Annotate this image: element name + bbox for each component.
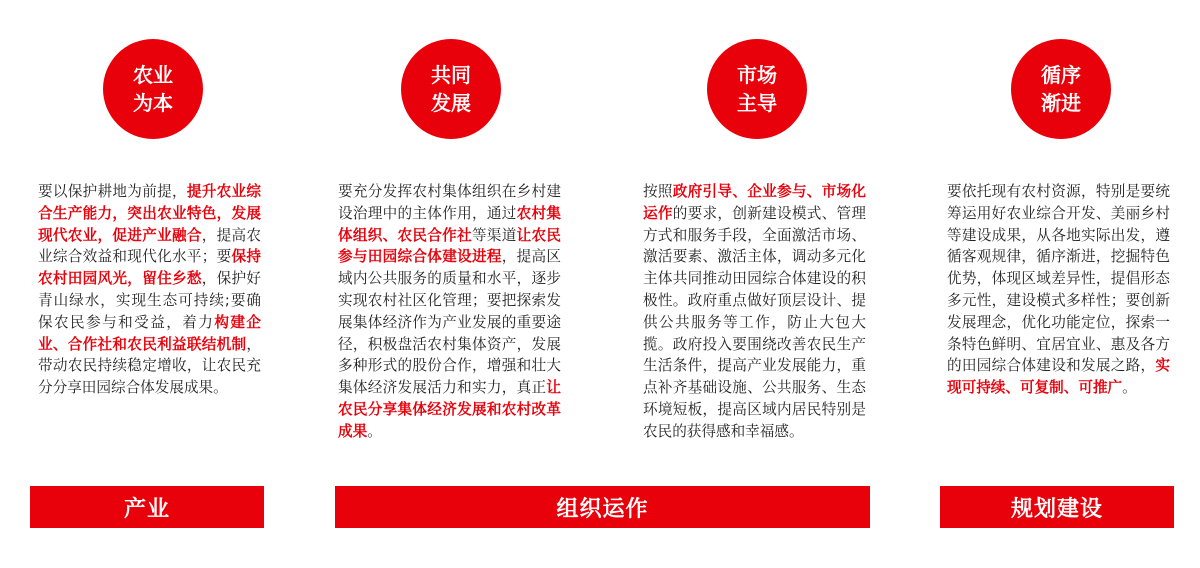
highlight-text: 构建企业、合作社和农民利益联结机制: [38, 313, 261, 353]
body-text: 。: [1122, 379, 1137, 397]
description-column-3: [643, 181, 866, 443]
description-column-1: [38, 181, 261, 399]
body-text: ，提高区域内公共服务的质量和水平，逐步实现农村社区化管理；要把探索发展集体经济作为产业发展的重要途径，积极盘活农村集体资产，发展多种形式的股份合作，增强和壮大集体经济发展活力和实力，真正: [338, 248, 561, 397]
category-bar-label: 规划建设: [1010, 496, 1103, 522]
highlight-text: 让农民分享集体经济发展和农村改革成果: [338, 379, 561, 440]
body-text: 。: [367, 422, 382, 440]
body-text: ，提高农业综合效益和现代化水平；要: [38, 226, 261, 266]
category-bar-planning: [940, 486, 1174, 528]
principle-line1: 农业: [133, 63, 173, 87]
principle-circle-gradual: [1011, 39, 1111, 139]
principle-line1: 共同: [431, 63, 471, 87]
body-text: 要依托现有农村资源，特别是要统筹运用好农业综合开发、美丽乡村等建设成果，从各地实际出发，遵循客观规律，循序渐进，挖掘特色优势，体现区域差异性，提倡形态多元性，建设模式多样性；要创新发展理念，优化功能定位，探索一条特色鲜明、宜居宜业、惠及各方的田园综合体建设和发展之路，: [947, 183, 1170, 375]
highlight-text: 保持农村田园风光，留住乡愁: [38, 248, 261, 288]
principle-circle-common-development: [401, 39, 501, 139]
principle-line2: 为本: [133, 91, 173, 115]
principle-line1: 循序: [1041, 63, 1081, 87]
description-column-4: [947, 181, 1170, 399]
principle-circle-agriculture: [103, 39, 203, 139]
principle-circle-market-led: [707, 39, 807, 139]
category-bar-organization: [335, 486, 870, 528]
principle-line2: 渐进: [1041, 91, 1081, 115]
principle-line2: 发展: [431, 91, 471, 115]
principle-line1: 市场: [737, 63, 777, 87]
highlight-text: 让农民参与田园综合体建设进程: [338, 226, 561, 266]
highlight-text: 农村集体组织、农民合作社: [338, 204, 561, 244]
principle-line2: 主导: [737, 91, 777, 115]
category-bar-label: 组织运作: [556, 496, 649, 522]
body-text: 等渠道: [471, 226, 517, 244]
highlight-text: 实现可持续、可复制、可推广: [947, 357, 1170, 397]
highlight-text: 政府引导、企业参与、市场化运作: [643, 183, 866, 222]
body-text: 按照: [643, 183, 673, 200]
body-text: 要充分发挥农村集体组织在乡村建设治理中的主体作用，通过: [338, 183, 561, 222]
highlight-text: 提升农业综合生产能力，突出农业特色，发展现代农业，促进产业融合: [38, 183, 261, 244]
body-text: ，保护好青山绿水，实现生态可持续;要确保农民参与和受益，着力: [38, 270, 261, 331]
body-text: 的要求，创新建设模式、管理方式和服务手段，全面激活市场、激活要素、激活主体，调动多元化主体共同推动田园综合体建设的积极性。政府重点做好顶层设计、提供公共服务等工作，防止大包大揽。政府投入要围绕改善农民生产生活条件，提高产业发展能力，重点补齐基础设施、公共服务、生态环境短板，提高区域内居民特别是农民的获得感和幸福感。: [643, 204, 866, 440]
body-text: 要以保护耕地为前提，: [38, 183, 187, 200]
body-text: ，带动农民持续稳定增收，让农民充分分享田园综合体发展成果。: [38, 335, 261, 397]
category-bar-industry: [30, 486, 264, 528]
category-bar-label: 产业: [123, 496, 170, 522]
description-column-2: [338, 181, 561, 443]
